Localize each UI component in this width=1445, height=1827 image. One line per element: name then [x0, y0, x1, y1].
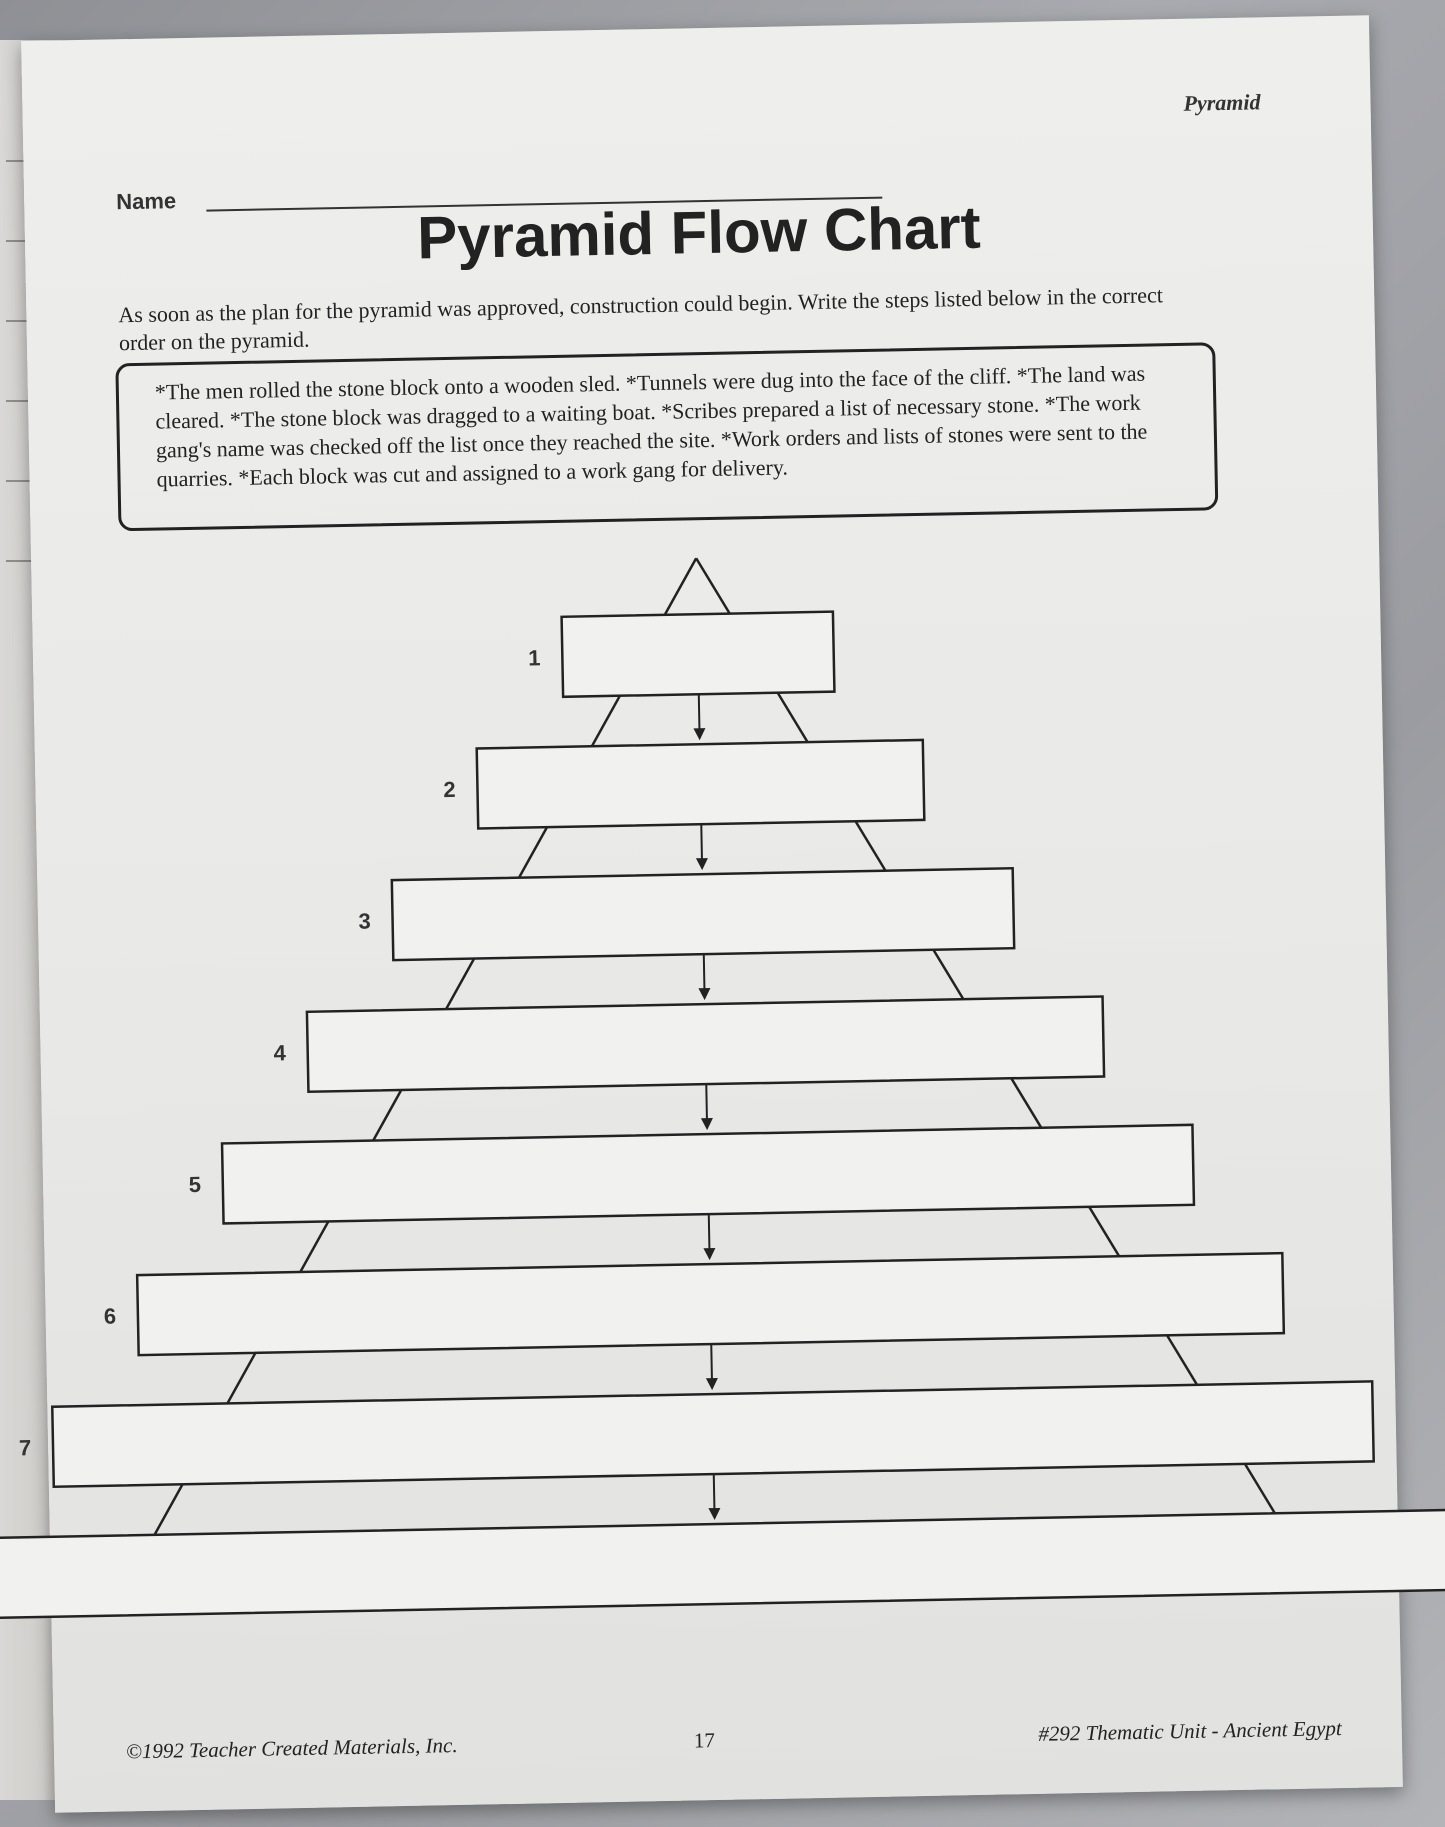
- name-label: Name: [115, 188, 177, 215]
- flow-arrow-line: [709, 1214, 710, 1252]
- flow-arrow-head: [701, 1118, 713, 1130]
- step-number-7: 7: [18, 1435, 32, 1461]
- step-number-3: 3: [358, 908, 371, 934]
- step-number-4: 4: [273, 1040, 287, 1066]
- page-title: Pyramid Flow Chart: [416, 193, 982, 272]
- instructions-text: As soon as the plan for the pyramid was approved, construction could begin. Write the steps listed below in the correct order on the pyramid.: [118, 282, 1164, 356]
- flow-arrow-head: [693, 728, 705, 740]
- worksheet-page: [18, 15, 1403, 1813]
- step-number-5: 5: [188, 1171, 202, 1198]
- flow-arrow-line: [714, 1474, 715, 1512]
- flow-arrow-line: [701, 824, 702, 862]
- step-box-7[interactable]: [52, 1381, 1373, 1486]
- flow-arrow-line: [699, 694, 700, 732]
- footer-copyright: ©1992 Teacher Created Materials, Inc.: [125, 1733, 458, 1764]
- flow-arrow-head: [708, 1508, 720, 1520]
- flow-arrow-head: [698, 988, 710, 1000]
- step-number-1: 1: [528, 645, 541, 671]
- flow-arrow-line: [706, 1084, 707, 1122]
- step-number-6: 6: [103, 1303, 117, 1329]
- step-box-1[interactable]: [562, 612, 835, 697]
- step-boxes: [0, 600, 1445, 1619]
- flow-arrow-head: [706, 1378, 718, 1390]
- step-box-6[interactable]: [137, 1253, 1284, 1355]
- footer-unit: #292 Thematic Unit - Ancient Egypt: [1038, 1716, 1342, 1746]
- flow-arrow-line: [704, 954, 705, 992]
- flow-arrow-line: [711, 1344, 712, 1382]
- step-box-3[interactable]: [392, 868, 1014, 960]
- step-box-5[interactable]: [222, 1125, 1194, 1224]
- steps-box: *The men rolled the stone block onto a wooden sled. *Tunnels were dug into the face of the cliff. *The land was cleared. *The stone block was dragged to a waiting boat. *Scribes prepared a list of necessary stone. *The work gang's name was checked off the list once they reached the site. *Work orders and lists of stones were sent to the quarries. *Each block was cut and assigned to a work gang for delivery.: [115, 342, 1218, 531]
- step-box-2[interactable]: [477, 740, 925, 829]
- step-box-4[interactable]: [307, 997, 1104, 1092]
- step-number-2: 2: [443, 776, 456, 803]
- footer-page-number: 17: [693, 1728, 716, 1753]
- step-box-8[interactable]: [0, 1510, 1445, 1619]
- header-tag: Pyramid: [1183, 89, 1261, 116]
- flow-arrow-head: [703, 1248, 715, 1260]
- pyramid-flow-chart: [18, 545, 1401, 1711]
- flow-arrow-head: [696, 858, 708, 870]
